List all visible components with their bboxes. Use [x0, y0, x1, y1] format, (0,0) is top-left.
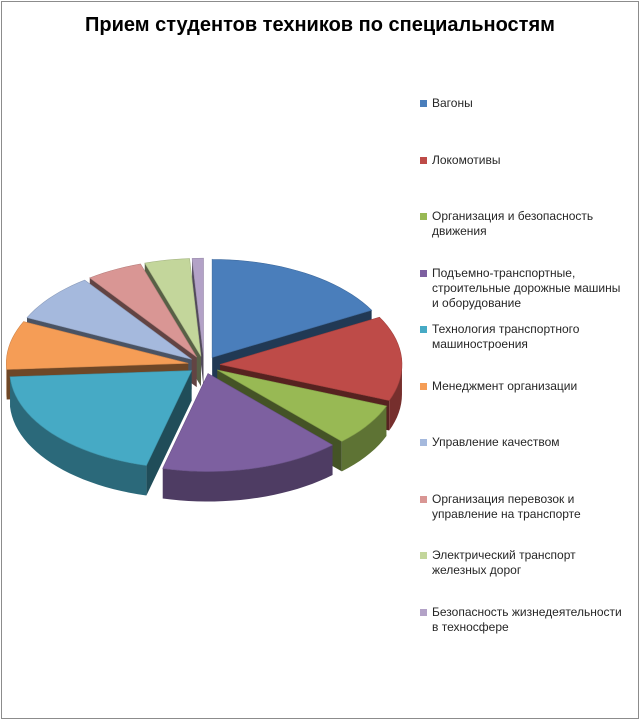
- chart-title: Прием студентов техников по специальностям: [85, 14, 555, 36]
- legend-label-line: железных дорог: [432, 563, 522, 577]
- legend-item: [420, 492, 635, 522]
- legend-label-line: движения: [432, 224, 487, 238]
- legend-label-line: управление на транспорте: [432, 507, 581, 521]
- legend-label-line: и оборудование: [432, 296, 521, 310]
- legend-item: [420, 209, 635, 239]
- legend-label: [432, 548, 576, 578]
- legend-label: [432, 266, 620, 311]
- legend-label: [432, 435, 560, 450]
- legend-label: [432, 605, 622, 635]
- legend-label-line: Электрический транспорт: [432, 548, 576, 562]
- legend-label-line: Безопасность жизнедеятельности: [432, 605, 622, 619]
- legend-label-line: строительные дорожные машины: [432, 281, 621, 295]
- legend-swatch: [420, 552, 427, 559]
- legend-label-line: Менеджмент организации: [432, 379, 578, 393]
- legend-swatch: [420, 439, 427, 446]
- legend-label: [432, 96, 473, 111]
- legend-label-line: Технология транспортного: [432, 322, 580, 336]
- legend-item: [420, 266, 635, 311]
- legend-label-line: Локомотивы: [432, 153, 501, 167]
- legend-label-line: машиностроения: [432, 337, 528, 351]
- legend-swatch: [420, 383, 427, 390]
- legend-label: [432, 492, 581, 522]
- legend-swatch: [420, 609, 427, 616]
- legend-label: [432, 153, 500, 168]
- legend-item: [420, 605, 635, 635]
- legend-swatch: [420, 157, 427, 164]
- legend-label-line: Управление качеством: [432, 435, 560, 449]
- legend-swatch: [420, 213, 427, 220]
- legend-swatch: [420, 496, 427, 503]
- legend-label: [432, 209, 593, 239]
- legend-label-line: в техносфере: [432, 620, 509, 634]
- legend-swatch: [420, 100, 427, 107]
- legend-label-line: Вагоны: [432, 96, 473, 110]
- legend-item: [420, 435, 635, 450]
- legend-swatch: [420, 326, 427, 333]
- legend-item: [420, 322, 635, 352]
- legend-label-line: Организация и безопасность: [432, 209, 594, 223]
- legend-label-line: Организация перевозок и: [432, 492, 575, 506]
- legend-label: [432, 379, 577, 394]
- legend-item: [420, 96, 635, 111]
- legend-item: [420, 548, 635, 578]
- legend-label-line: Подъемно-транспортные,: [432, 266, 576, 280]
- legend-label: [432, 322, 579, 352]
- legend-item: [420, 379, 635, 394]
- legend-swatch: [420, 270, 427, 277]
- legend-item: [420, 153, 635, 168]
